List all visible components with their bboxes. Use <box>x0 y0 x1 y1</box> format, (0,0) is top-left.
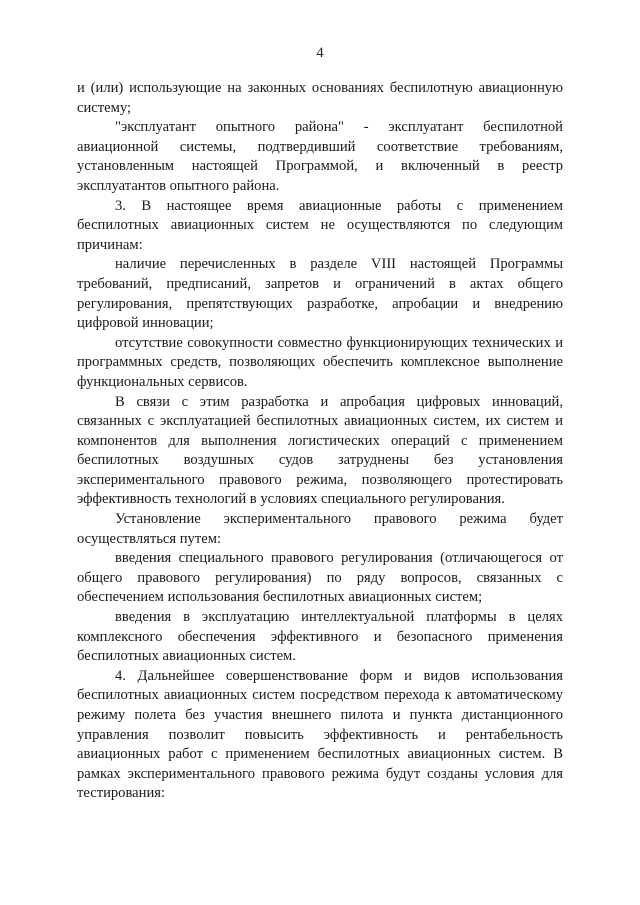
document-body <box>77 79 563 804</box>
paragraph-continuation: и (или) использующие на законных основаниях беспилотную авиационную систему; <box>77 80 563 116</box>
paragraph-special-regulation: введения специального правового регулирования (отличающегося от общего правового регулирования) по ряду вопросов, связанных с обеспечением использования беспилотных авиационных систем; <box>77 550 563 606</box>
paragraph-regime-establishment: Установление экспериментального правового режима будет осуществляться путем: <box>77 511 563 547</box>
paragraph-definition-operator: "эксплуатант опытного района" - эксплуатант беспилотной авиационной системы, подтвердивший соответствие требованиям, установленным настоящей Программой, и включенный в реестр эксплуатантов опытного района. <box>77 119 563 194</box>
paragraph-intelligent-platform: введения в эксплуатацию интеллектуальной платформы в целях комплексного обеспечения эффективного и безопасного применения беспилотных авиационных систем. <box>77 609 563 665</box>
page-number: 4 <box>316 45 324 61</box>
paragraph-reason-means: отсутствие совокупности совместно функционирующих технических и программных средств, позволяющих обеспечить комплексное выполнение функциональных сервисов. <box>77 334 563 390</box>
paragraph-item-4: 4. Дальнейшее совершенствование форм и видов использования беспилотных авиационных систем посредством перехода к автоматическому режиму полета без участия внешнего пилота и пункта дистанционного управления позволит повысить эффективность и рентабельность авиационных работ с применением беспилотных авиационных систем. В рамках экспериментального правового режима будут созданы условия для тестирования: <box>77 667 563 802</box>
paragraph-innovations: В связи с этим разработка и апробация цифровых инноваций, связанных с эксплуатацией беспилотных авиационных систем, их систем и компонентов для выполнения логистических операций с применением беспилотных воздушных судов затруднены без установления экспериментального правового режима, позволяющего протестировать эффективность технологий в условиях специального регулирования. <box>77 393 563 508</box>
paragraph-item-3: 3. В настоящее время авиационные работы с применением беспилотных авиационных систем не осуществляются по следующим причинам: <box>77 197 563 253</box>
paragraph-reason-requirements: наличие перечисленных в разделе VIII настоящей Программы требований, предписаний, запретов и ограничений в актах общего регулирования, препятствующих разработке, апробации и внедрению цифровой инновации; <box>77 256 563 332</box>
